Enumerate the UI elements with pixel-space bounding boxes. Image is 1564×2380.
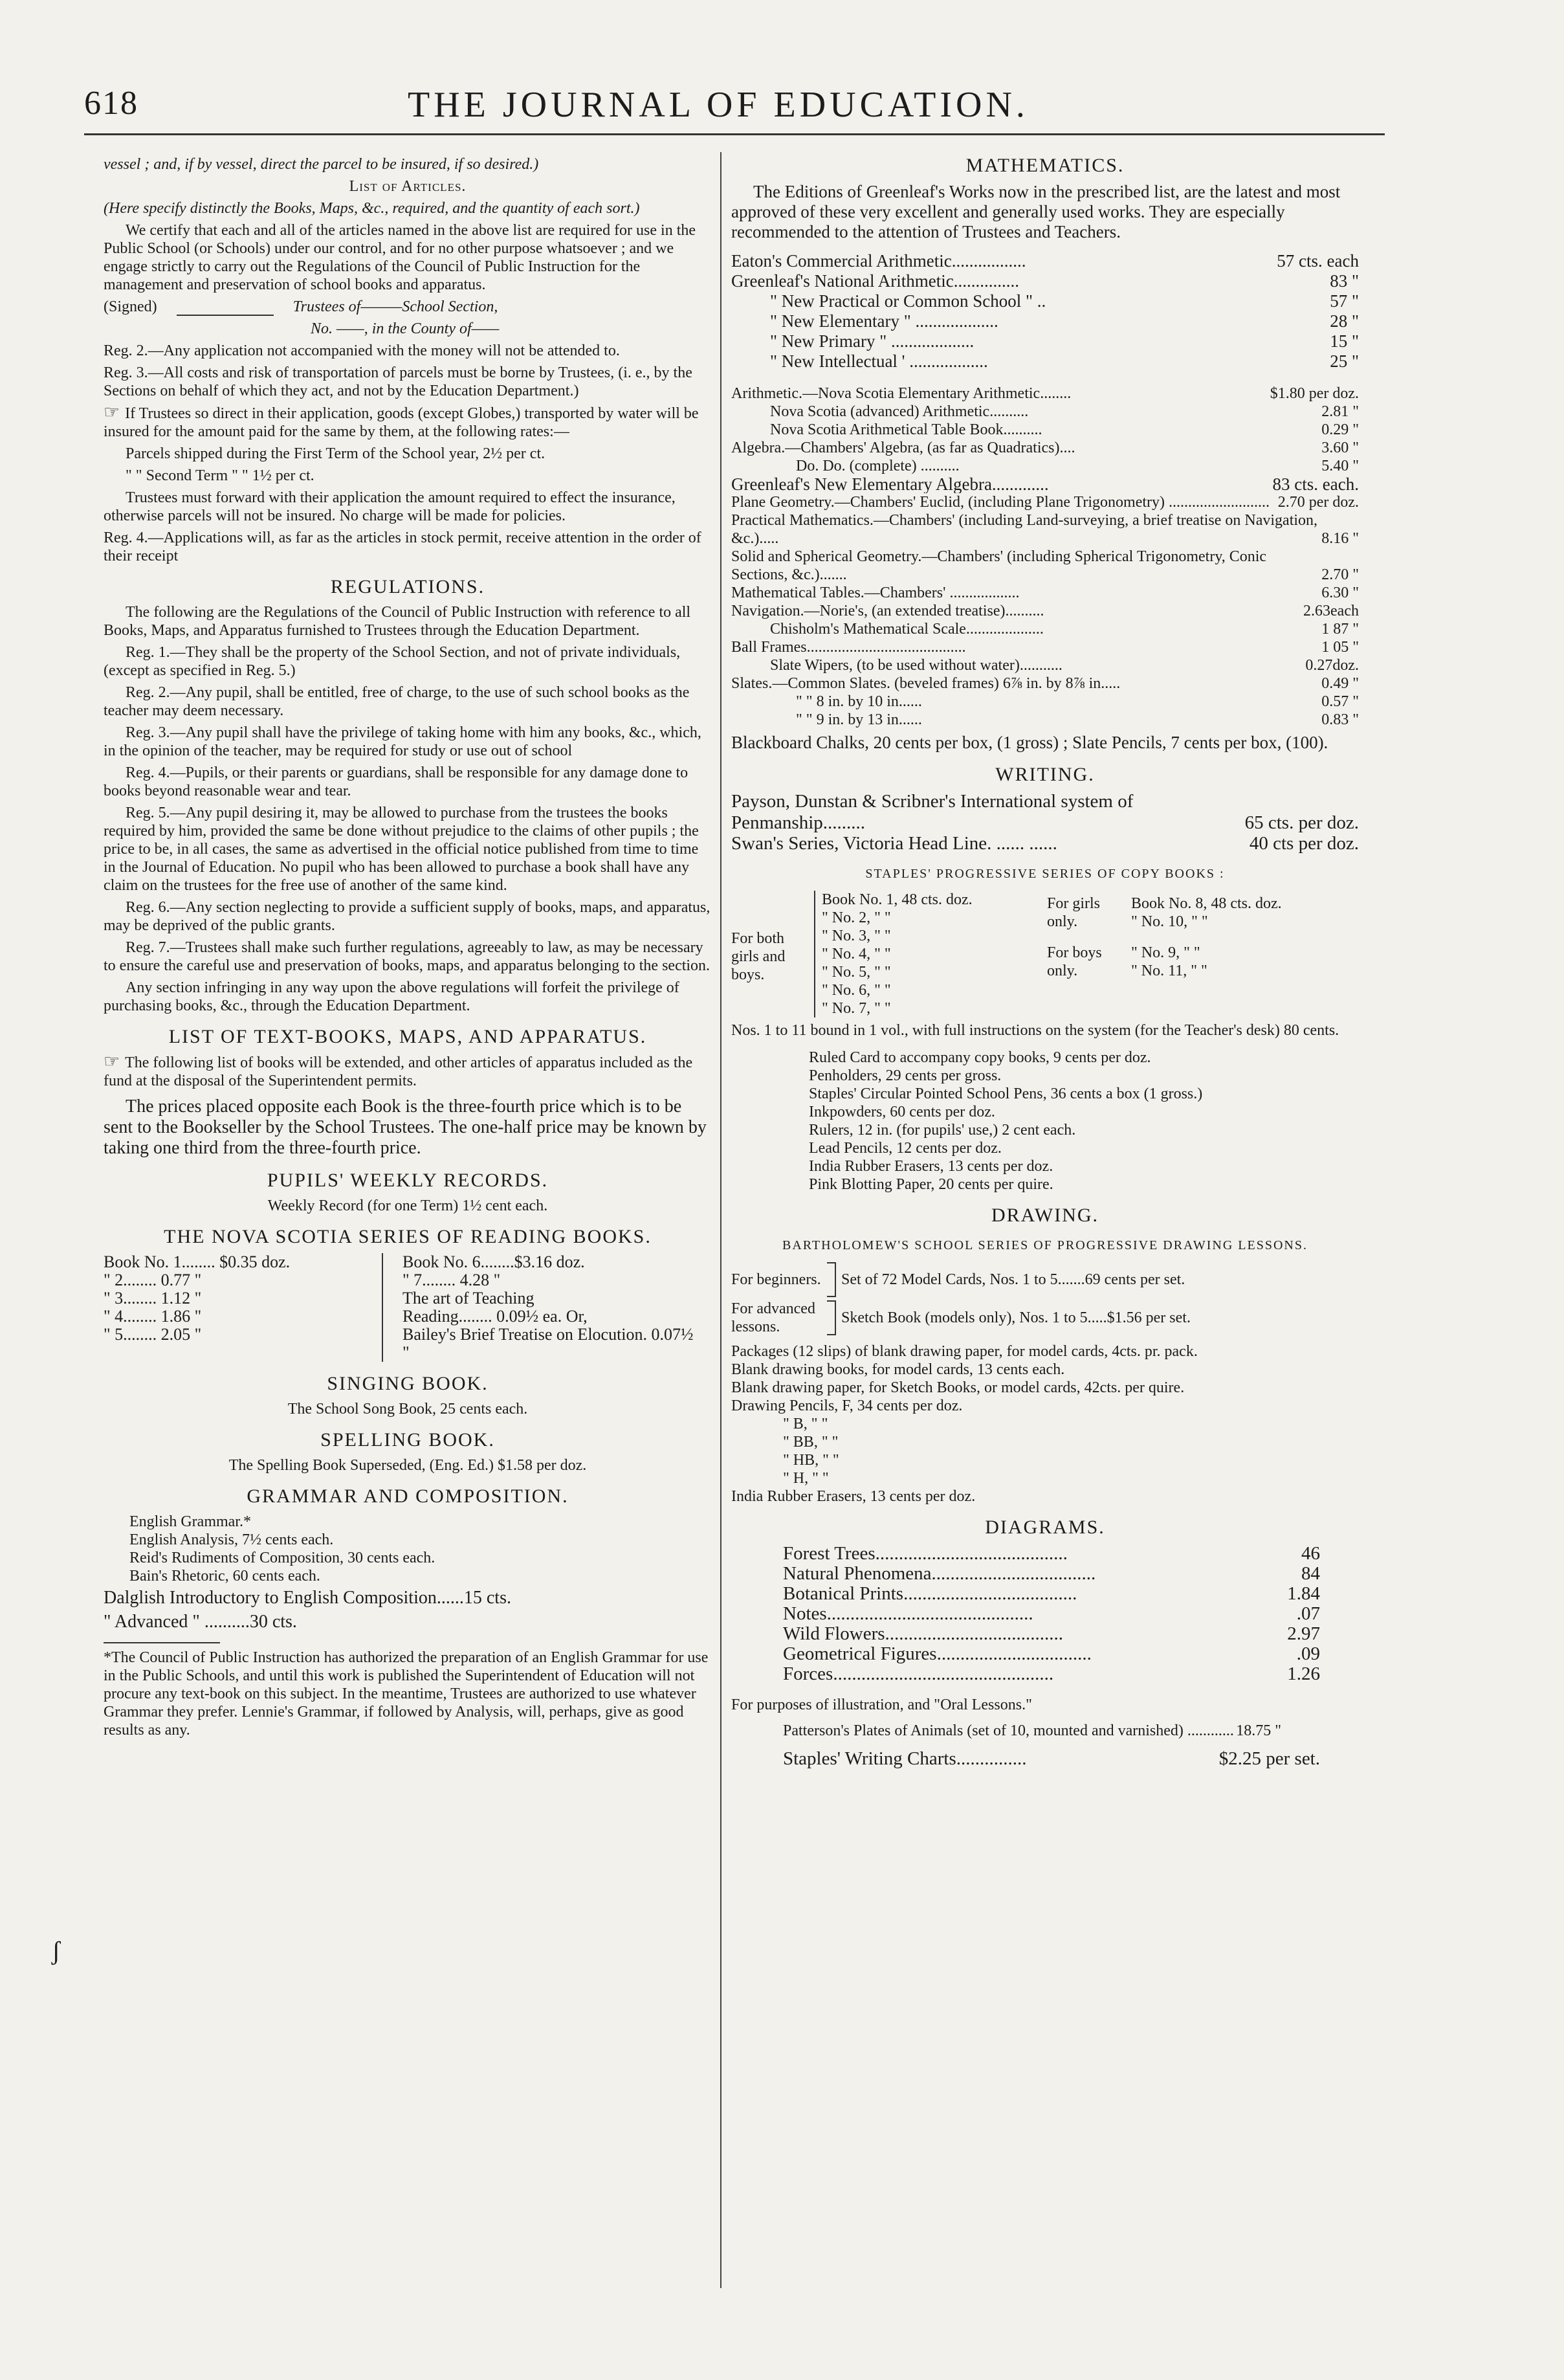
signature-line: [177, 298, 274, 316]
copy-books-list: [814, 891, 1035, 1018]
for-boys-label: For boys only.: [1047, 944, 1102, 979]
signed-label: (Signed): [104, 298, 157, 315]
price-row: " New Intellectual ' .................. 25 ": [770, 351, 1359, 371]
parcels-first: Parcels shipped during the First Term of the School year, 2½ per ct.: [126, 445, 545, 462]
advanced-row: [731, 1300, 1359, 1336]
writing-items-list: [731, 1049, 1359, 1194]
for-beginners-label: For beginners.: [731, 1271, 821, 1288]
writing-item: Lead Pencils, 12 cents per doz.: [809, 1140, 1002, 1157]
price-row: Slates.—Common Slates. (beveled frames) 6⅞ in. by 8⅞ in..... 0.49 ": [731, 675, 1359, 692]
for-both-label: For both girls and boys.: [731, 930, 786, 983]
list-intro: [104, 1053, 712, 1090]
greenleaf-list: [731, 251, 1359, 372]
diagram-row: Forces............................................... 1.26: [783, 1663, 1320, 1684]
india-rubber-erasers: India Rubber Erasers, 13 cents per doz.: [731, 1488, 976, 1505]
copy-book-item: " No. 7, " ": [822, 1000, 891, 1017]
for-advanced-label: For advanced lessons.: [731, 1300, 815, 1335]
copy-book-item: Book No. 8, 48 cts. doz.: [1131, 895, 1282, 912]
list-intro-text: The following list of books will be extended, and other articles of apparatus included as the fund at the disposal of the Superintendent permits.: [104, 1054, 693, 1089]
price-row: Navigation.—Norie's, (an extended treatise).......... 2.63each: [731, 603, 1359, 619]
price-row: Algebra.—Chambers' Algebra, (as far as Quadratics).... 3.60 ": [731, 439, 1359, 456]
for-girls-label: For girls only.: [1047, 895, 1101, 930]
price-row: " New Practical or Common School " .. 57 ": [770, 291, 1359, 311]
writing-item: Penholders, 29 cents per gross.: [809, 1067, 1002, 1084]
copy-book-item: " No. 10, " ": [1131, 913, 1208, 930]
diagram-row: Botanical Prints..................................... 1.84: [783, 1583, 1320, 1604]
regulation-2: Reg. 2.—Any pupil, shall be entitled, free of charge, to the use of such school books as the teacher may deem necessary.: [104, 684, 690, 719]
reading-books-col-a: [104, 1253, 383, 1362]
reading-book-row: Reading........ 0.09½ ea. Or,: [402, 1307, 588, 1326]
illustration-note: For purposes of illustration, and "Oral Lessons.": [731, 1696, 1032, 1713]
reg-4: Reg. 4.—Applications will, as far as the articles in stock permit, receive attention in the order of their receipt: [104, 529, 701, 564]
price-row: Plane Geometry.—Chambers' Euclid, (including Plane Trigonometry) .......................... 2.70 per doz.: [731, 494, 1359, 511]
price-row: " New Primary " ................... 15 ": [770, 331, 1359, 351]
price-row: " " 9 in. by 13 in...... 0.83 ": [796, 711, 1359, 728]
trustees-line: Trustees of———School Section,: [292, 298, 498, 315]
reading-book-row: Book No. 6........$3.16 doz.: [402, 1252, 585, 1271]
left-column: [104, 155, 712, 1743]
grammar-heading: GRAMMAR AND COMPOSITION.: [247, 1485, 569, 1507]
mathematics-heading: MATHEMATICS.: [965, 155, 1125, 176]
column-divider: [720, 152, 721, 2288]
copy-book-item: " No. 3, " ": [822, 928, 891, 944]
drawing-item: Blank drawing books, for model cards, 13 cents each.: [731, 1361, 1065, 1378]
reading-book-row: Bailey's Brief Treatise on Elocution. 0.07½ ": [402, 1325, 694, 1362]
grammar-item: English Analysis, 7½ cents each.: [129, 1531, 334, 1548]
diagram-row: Natural Phenomena................................... 84: [783, 1563, 1320, 1584]
diagram-row: Wild Flowers...................................... 2.97: [783, 1623, 1320, 1644]
reading-books-col-b: [402, 1253, 700, 1362]
diagrams-heading: DIAGRAMS.: [985, 1517, 1105, 1538]
regulation-1: Reg. 1.—They shall be the property of the School Section, and not of private individuals, (except as specified in Reg. 5.): [104, 644, 681, 679]
insurance-text: [104, 404, 712, 441]
intro-text: vessel ; and, if by vessel, direct the parcel to be insured, if so desired.): [104, 156, 539, 173]
reading-book-row: " 7........ 4.28 ": [402, 1271, 501, 1289]
reading-book-row: " 5........ 2.05 ": [104, 1325, 202, 1344]
trustees-forward: Trustees must forward with their application the amount required to effect the insurance, otherwise parcels will not be insured. No charge will be made for policies.: [104, 489, 676, 524]
arithmetic-list: [731, 384, 1359, 729]
copy-book-item: " No. 11, " ": [1131, 962, 1207, 979]
brace: [827, 1262, 836, 1297]
price-row: Mathematical Tables.—Chambers' .................. 6.30 ": [731, 584, 1359, 601]
weekly-heading: PUPILS' WEEKLY RECORDS.: [267, 1170, 549, 1191]
nos-1-to-11: Nos. 1 to 11 bound in 1 vol., with full instructions on the system (for the Teacher's desk) 80 cents.: [731, 1022, 1339, 1039]
drawing-item: Drawing Pencils, F, 34 cents per doz.: [731, 1397, 963, 1414]
grammar-footnote: *The Council of Public Instruction has authorized the preparation of an English Grammar for use in the Public Schools, and until this work is published the Superintendent of Education will not procure any text-book on this subject. In the meantime, Trustees are authorized to use whatever Grammar they prefer. Lennie's Grammar, if followed by Analysis, will, perhaps, give as good results as any.: [104, 1649, 709, 1739]
list-title: List of Articles.: [349, 178, 467, 195]
reg-2: Reg. 2.—Any application not accompanied with the money will not be attended to.: [104, 342, 620, 359]
girls-books: [1131, 895, 1282, 931]
reading-book-row: " 2........ 0.77 ": [104, 1271, 202, 1289]
pencil-grade: " H, " ": [783, 1470, 829, 1487]
boys-books: [1131, 944, 1207, 980]
pencil-grade: " HB, " ": [783, 1452, 839, 1469]
specify-text: (Here specify distinctly the Books, Maps, &c., required, and the quantity of each sort.): [104, 200, 640, 217]
reading-book-row: " 4........ 1.86 ": [104, 1307, 202, 1326]
price-row: " New Elementary " ................... 28 ": [770, 311, 1359, 331]
header-rule: [84, 133, 1385, 135]
dalglish-introductory: Dalglish Introductory to English Composition......15 cts.: [104, 1588, 511, 1608]
reg-3: Reg. 3.—All costs and risk of transportation of parcels must be borne by Trustees, (i. e., by the Sections on behalf of which they act, and not by the Education Department.): [104, 364, 692, 399]
footnote-rule: [104, 1642, 220, 1643]
blackboard-chalks: Blackboard Chalks, 20 cents per box, (1 gross) ; Slate Pencils, 7 cents per box, (100).: [731, 733, 1328, 752]
diagram-row: Geometrical Figures................................. .09: [783, 1643, 1320, 1664]
regulation-7: Reg. 7.—Trustees shall make such further regulations, agreeably to law, as may be necessary to ensure the careful use and preservation of books, maps, and apparatus belonging to the section.: [104, 939, 710, 974]
prices-note: The prices placed opposite each Book is the three-fourth price which is to be sent to the Bookseller by the School Trustees. The one-half price may be known by taking one third from the three-fourth price.: [104, 1096, 707, 1158]
writing-heading: WRITING.: [995, 764, 1095, 785]
singing-heading: SINGING BOOK.: [327, 1373, 489, 1394]
writing-item: Ruled Card to accompany copy books, 9 cents per doz.: [809, 1049, 1151, 1066]
reading-book-row: " 3........ 1.12 ": [104, 1289, 202, 1307]
grammar-item: Bain's Rhetoric, 60 cents each.: [129, 1568, 320, 1585]
price-row: Slate Wipers, (to be used without water)........... 0.27doz.: [770, 657, 1359, 674]
patterson-row: Patterson's Plates of Animals (set of 10, mounted and varnished) ............ 18.75 ": [783, 1722, 1281, 1739]
copy-book-item: " No. 9, " ": [1131, 944, 1200, 961]
writing-item: Staples' Circular Pointed School Pens, 36 cents a box (1 gross.): [809, 1085, 1203, 1102]
pencil-grades: [731, 1415, 1359, 1487]
price-row: Arithmetic.—Nova Scotia Elementary Arithmetic........ $1.80 per doz.: [731, 385, 1359, 402]
right-column: [731, 155, 1359, 1769]
bartholomew-heading: BARTHOLOMEW'S SCHOOL SERIES OF PROGRESSIVE DRAWING LESSONS.: [782, 1238, 1308, 1252]
girls-group: [1047, 895, 1332, 931]
weekly-line: Weekly Record (for one Term) 1½ cent each.: [267, 1197, 548, 1214]
pencil-grade: " BB, " ": [783, 1434, 839, 1451]
journal-title: THE JOURNAL OF EDUCATION.: [408, 85, 1029, 125]
payson-row: Payson, Dunstan & Scribner's International system of Penmanship......... 65 cts. per doz.: [731, 791, 1359, 833]
spelling-line: The Spelling Book Superseded, (Eng. Ed.) $1.58 per doz.: [228, 1457, 587, 1474]
page-number: 618: [84, 85, 138, 122]
price-row: Chisholm's Mathematical Scale.................... 1 87 ": [770, 621, 1359, 638]
regulation-4: Reg. 4.—Pupils, or their parents or guardians, shall be responsible for any damage done to books beyond reasonable wear and tear.: [104, 764, 688, 799]
price-row: Nova Scotia Arithmetical Table Book.......... 0.29 ": [770, 421, 1359, 438]
price-row: Greenleaf's National Arithmetic............... 83 ": [731, 271, 1359, 291]
drawing-items-list: [731, 1342, 1359, 1506]
pointing-hand-icon: ☞: [104, 1052, 120, 1072]
margin-mark: ʃ: [52, 1936, 61, 1965]
copy-book-item: Book No. 1, 48 cts. doz.: [822, 891, 973, 908]
copy-books-table: [731, 891, 1359, 1018]
advanced-item: Sketch Book (models only), Nos. 1 to 5.....$1.56 per set.: [841, 1309, 1191, 1326]
list-heading: LIST OF TEXT-BOOKS, MAPS, AND APPARATUS.: [168, 1026, 647, 1047]
copy-book-item: " No. 6, " ": [822, 982, 891, 999]
staples-copy-heading: STAPLES' PROGRESSIVE SERIES OF COPY BOOKS :: [865, 867, 1225, 881]
swan-row: Swan's Series, Victoria Head Line. ...... ...... 40 cts per doz.: [731, 833, 1359, 854]
diagram-row: Notes............................................ .07: [783, 1603, 1320, 1624]
writing-item: Inkpowders, 60 cents per doz.: [809, 1104, 995, 1120]
price-row: Eaton's Commercial Arithmetic................. 57 cts. each: [731, 251, 1359, 271]
reading-book-row: Book No. 1........ $0.35 doz.: [104, 1252, 291, 1271]
copy-book-item: " No. 5, " ": [822, 964, 891, 981]
regulations-intro: The following are the Regulations of the Council of Public Instruction with reference to all Books, Maps, and Apparatus furnished to Trustees through the Education Department.: [104, 604, 691, 639]
page-header: [84, 78, 1378, 136]
copy-book-item: " No. 4, " ": [822, 946, 891, 962]
diagram-row: Forest Trees......................................... 46: [783, 1543, 1320, 1564]
mathematics-intro: The Editions of Greenleaf's Works now in the prescribed list, are the latest and most approved of these very excellent and generally used works. They are especially recommended to the attention of Trustees and Teachers.: [731, 182, 1341, 241]
price-row: Solid and Spherical Geometry.—Chambers' (including Spherical Trigonometry, Conic Sections, &c.)....... 2.70 ": [731, 548, 1359, 583]
regulation-6: Reg. 6.—Any section neglecting to provide a sufficient supply of books, maps, and apparatus, may be deprived of the public grants.: [104, 899, 710, 934]
price-row: Ball Frames......................................... 1 05 ": [731, 639, 1359, 656]
grammar-item: Reid's Rudiments of Composition, 30 cents each.: [129, 1550, 435, 1566]
county-line: No. ——, in the County of——: [311, 320, 500, 337]
staples-writing-row: Staples' Writing Charts............... $2.25 per set.: [783, 1748, 1320, 1769]
writing-item: Pink Blotting Paper, 20 cents per quire.: [809, 1176, 1053, 1193]
diagrams-list: [731, 1544, 1359, 1684]
price-row: " " 8 in. by 10 in...... 0.57 ": [796, 693, 1359, 710]
regulation-5: Reg. 5.—Any pupil desiring it, may be allowed to purchase from the trustees the books required by him, provided the same be done without prejudice to the claims of other pupils ; the price to be, in all cases, the same as advertised in the official notice published from time to time in the Journal of Education. No pupil who has been allowed to purchase a book shall have any claim on the trustees for the free use of another of the same kind.: [104, 805, 699, 894]
regulation-3: Reg. 3.—Any pupil shall have the privilege of taking home with him any books, &c., which, in the opinion of the teacher, may be required for study or use out of school: [104, 724, 701, 759]
beginners-row: [731, 1262, 1359, 1297]
price-row: Do. Do. (complete) .......... 5.40 ": [796, 458, 1359, 474]
singing-line: The School Song Book, 25 cents each.: [287, 1401, 528, 1418]
girls-boys-books: [1041, 891, 1332, 1018]
regulations-heading: REGULATIONS.: [330, 576, 485, 597]
drawing-item: Blank drawing paper, for Sketch Books, or model cards, 42cts. per quire.: [731, 1379, 1185, 1396]
price-row: Nova Scotia (advanced) Arithmetic.......... 2.81 ": [770, 403, 1359, 420]
pencil-grade: " B, " ": [783, 1416, 828, 1432]
brace: [827, 1300, 836, 1335]
grammar-list: [104, 1513, 712, 1585]
certify-text: We certify that each and all of the articles named in the above list are required for use in the Public School (or Schools) under our control, and for no other purpose whatsoever ; and we engage strictly to carry out the Regulations of the Council of Public Instruction for the management and preservation of school books and apparatus.: [104, 222, 696, 293]
boys-group: [1047, 944, 1332, 980]
reading-books-table: [104, 1253, 712, 1362]
dalglish-advanced: " Advanced " ..........30 cts.: [104, 1612, 297, 1632]
infringing-text: Any section infringing in any way upon the above regulations will forfeit the privilege of purchasing books, &c., through the Education Department.: [104, 979, 679, 1014]
insurance-label: If Trustees so direct in their application, goods (except Globes,) transported by water will be insured for the amount paid for the same by them, at the following rates:—: [104, 405, 699, 440]
spelling-heading: SPELLING BOOK.: [320, 1429, 495, 1451]
pointing-hand-icon: ☞: [104, 403, 120, 423]
parcels-second: " " Second Term " " 1½ per ct.: [126, 467, 314, 484]
drawing-heading: DRAWING.: [991, 1205, 1099, 1226]
reading-book-row: The art of Teaching: [402, 1289, 534, 1307]
price-row: Practical Mathematics.—Chambers' (including Land-surveying, a brief treatise on Navigation, &c.)..... 8.16 ": [731, 512, 1359, 547]
writing-item: India Rubber Erasers, 13 cents per doz.: [809, 1158, 1053, 1175]
writing-item: Rulers, 12 in. (for pupils' use,) 2 cent each.: [809, 1122, 1076, 1139]
price-row: Greenleaf's New Elementary Algebra............. 83 cts. each.: [731, 474, 1359, 494]
grammar-item: English Grammar.*: [129, 1513, 251, 1530]
signature-block: [104, 298, 712, 316]
beginners-item: Set of 72 Model Cards, Nos. 1 to 5.......69 cents per set.: [841, 1271, 1185, 1288]
nova-scotia-heading: THE NOVA SCOTIA SERIES OF READING BOOKS.: [164, 1226, 652, 1247]
copy-book-item: " No. 2, " ": [822, 909, 891, 926]
drawing-item: Packages (12 slips) of blank drawing paper, for model cards, 4cts. pr. pack.: [731, 1343, 1198, 1360]
